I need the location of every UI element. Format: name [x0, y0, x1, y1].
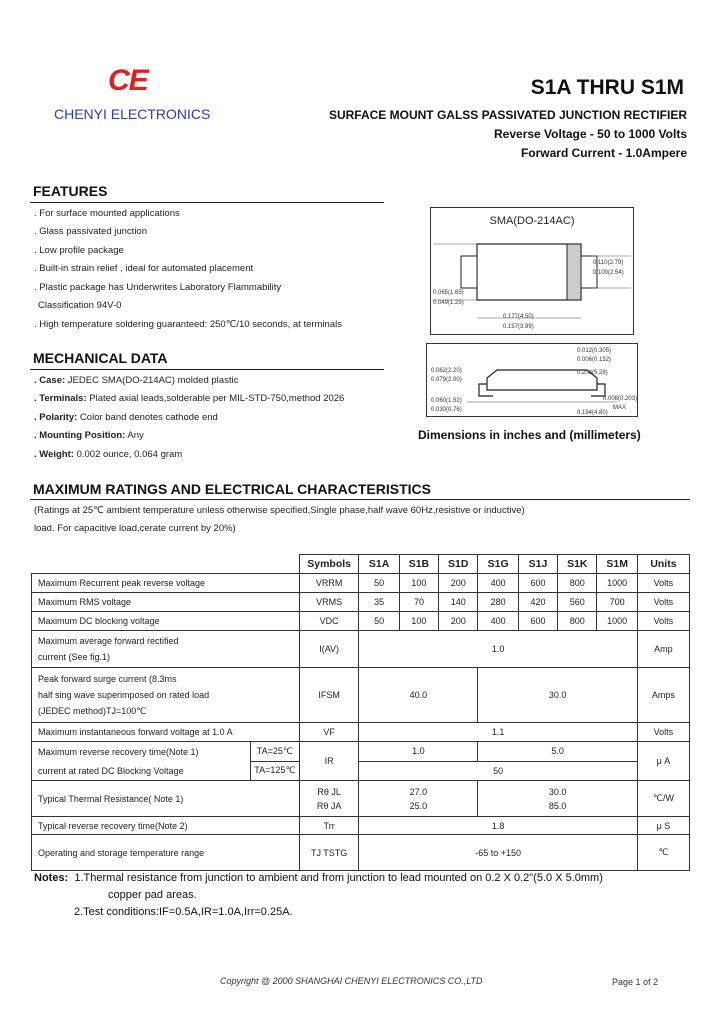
package-side-view: [426, 343, 638, 417]
features-heading: FEATURES: [33, 183, 108, 199]
svg-text:MAX: MAX: [613, 405, 627, 411]
svg-text:0.100(2.54): 0.100(2.54): [593, 270, 624, 276]
dimensions-caption: Dimensions in inches and (millimeters): [418, 428, 641, 442]
feature-item: . For surface mounted applications: [34, 208, 180, 219]
table-header-row: Symbols S1A S1B S1D S1G S1J S1K S1M Units: [32, 555, 690, 574]
current-spec: Forward Current - 1.0Ampere: [520, 146, 687, 160]
svg-text:0.065(1.65): 0.065(1.65): [433, 290, 464, 296]
feature-item: . Built-in strain relief , ideal for automated placement: [34, 263, 254, 274]
ratings-heading: MAXIMUM RATINGS AND ELECTRICAL CHARACTERISTICS: [33, 481, 431, 497]
mech-item: . Mounting Position: Any: [34, 430, 144, 441]
feature-item: . Glass passivated junction: [34, 226, 148, 237]
subtitle: SURFACE MOUNT GALSS PASSIVATED JUNCTION RECTIFIER: [328, 108, 687, 122]
svg-text:0.177(4.50): 0.177(4.50): [503, 314, 534, 320]
svg-text:0.012(0.305): 0.012(0.305): [577, 348, 612, 354]
mechanical-heading: MECHANICAL DATA: [33, 350, 168, 366]
svg-text:0.079(2.00): 0.079(2.00): [431, 377, 462, 383]
features-divider: [30, 202, 384, 203]
mech-item: . Case: JEDEC SMA(DO-214AC) molded plastic: [34, 375, 239, 386]
svg-text:0.157(3.99): 0.157(3.99): [503, 324, 534, 330]
feature-item: Classification 94V-0: [38, 300, 122, 311]
svg-text:0.208(5.28): 0.208(5.28): [577, 370, 608, 376]
svg-text:0.030(0.76): 0.030(0.76): [431, 407, 462, 413]
table-row: Peak forward surge current (8.3ms half sing wave superimposed on rated load (JEDEC method)TJ=100℃ IFSM 40.0 30.0 Amps: [32, 668, 690, 723]
notes: Notes: 1.Thermal resistance from junction to ambient and from junction to lead mounted on 0.2 X 0.2"(5.0 X 5.0mm) copper pad areas. 2.Test conditions:IF=0.5A,IR=1.0A,Irr=0.25A.: [34, 872, 603, 918]
svg-text:0.049(1.25): 0.049(1.25): [433, 300, 464, 306]
company-name: CHENYI ELECTRONICS: [54, 106, 211, 122]
ratings-note: (Ratings at 25℃ ambient temperature unless otherwise specified,Single phase,half wave 60Hz,resistive or inductive): [34, 505, 525, 516]
company-logo: CE: [108, 64, 148, 97]
feature-item: . Plastic package has Underwrites Laboratory Flammability: [34, 282, 282, 293]
table-row: Maximum instantaneous forward voltage at 1.0 A VF 1.1 Volts: [32, 723, 690, 742]
mechanical-divider: [30, 369, 384, 370]
mech-item: . Terminals: Plated axial leads,solderable per MIL-STD-750,method 2026: [34, 393, 345, 404]
table-row: Maximum RMS voltage VRMS 35 70 140 280 420 560 700 Volts: [32, 593, 690, 612]
copyright: Copyright @ 2000 SHANGHAI CHENYI ELECTRONICS CO.,LTD: [220, 976, 483, 986]
svg-text:0.006(0.152): 0.006(0.152): [577, 357, 612, 363]
ratings-divider: [30, 499, 690, 500]
svg-text:0.194(4.80): 0.194(4.80): [577, 410, 608, 416]
table-row: Maximum average forward rectified current (See fig.1) I(AV) 1.0 Amp: [32, 631, 690, 668]
table-row: Maximum reverse recovery time(Note 1) current at rated DC Blocking Voltage TA=25℃ TA=125℃ IR 1.0 5.0 μ A: [32, 742, 690, 762]
feature-item: . High temperature soldering guaranteed: 250℃/10 seconds, at terminals: [34, 319, 342, 330]
page-number: Page 1 of 2: [612, 977, 659, 987]
voltage-spec: Reverse Voltage - 50 to 1000 Volts: [494, 127, 687, 141]
feature-item: . Low profile package: [34, 245, 124, 256]
svg-text:0.008(0.203): 0.008(0.203): [603, 396, 637, 402]
table-row: 50: [32, 761, 690, 781]
table-row: Typical reverse recovery time(Note 2) Trr 1.8 μ S: [32, 817, 690, 835]
ratings-table: [31, 554, 690, 871]
table-row: Maximum DC blocking voltage VDC 50 100 200 400 600 800 1000 Volts: [32, 612, 690, 631]
table-row: Typical Thermal Resistance( Note 1) Rθ JL Rθ JA 27.0 25.0 30.0 85.0 ℃/W: [32, 781, 690, 817]
package-name: SMA(DO-214AC): [489, 215, 575, 227]
table-row: Maximum Recurrent peak reverse voltage VRRM 50 100 200 400 600 800 1000 Volts: [32, 574, 690, 593]
svg-text:0.060(1.52): 0.060(1.52): [431, 398, 462, 404]
table-row: Operating and storage temperature range TJ TSTG -65 to +150 ℃: [32, 835, 690, 871]
svg-text:0.062(2.20): 0.062(2.20): [431, 368, 462, 374]
ratings-note: load. For capacitive load,cerate current by 20%): [34, 523, 236, 534]
package-top-view: [430, 207, 634, 335]
mech-item: . Polarity: Color band denotes cathode end: [34, 412, 218, 423]
svg-text:0.110(2.79): 0.110(2.79): [593, 260, 624, 266]
mech-item: . Weight: 0.002 ounce, 0.064 gram: [34, 449, 183, 460]
page-title: S1A THRU S1M: [530, 76, 684, 99]
